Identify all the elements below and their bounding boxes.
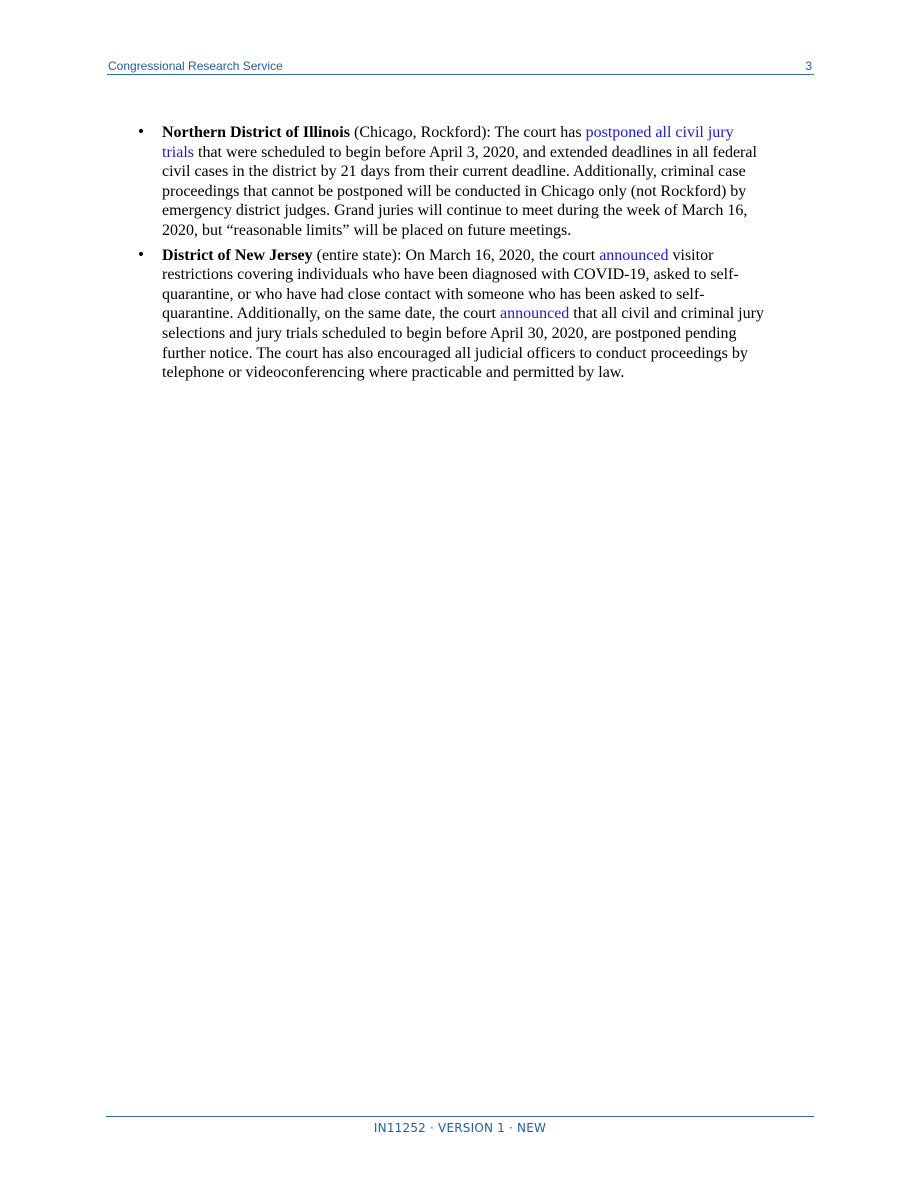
item-text: that were scheduled to begin before April 3, 2020, and extended deadlines in all federal civil cases in the district by 21 days from their current deadline. Additionally, criminal case proceedings that cannot be postponed will be conducted in Chicago only (not Rockford) by emergency district judges. Grand juries will continue to meet during the week of March 16, 2020, but “reasonable limits” will be placed on future meetings. bbox=[162, 143, 757, 239]
item-heading: Northern District of Illinois bbox=[162, 124, 350, 141]
document-body bbox=[135, 123, 765, 388]
footer-divider bbox=[106, 1116, 814, 1117]
item-heading: District of New Jersey bbox=[162, 246, 313, 264]
item-text: that all civil and criminal jury selections and jury trials scheduled to begin before April 30, 2020, are postponed pending further notice. The court has also encouraged all judicial officers to conduct proceedings by telephone or videoconferencing where practicable and permitted by law. bbox=[162, 305, 764, 382]
page-header bbox=[107, 58, 814, 75]
announced-trials-link[interactable]: announced bbox=[499, 305, 570, 323]
header-source: Congressional Research Service bbox=[108, 59, 283, 73]
item-text: visitor restrictions covering individuals who have been diagnosed with COVID-19, asked to self-quarantine, or who have had close contact with someone who has been asked to self-quarantine. Additionally, on the same date, the court bbox=[162, 246, 739, 323]
announced-visitor-link[interactable]: announced bbox=[599, 246, 669, 264]
footer-doc-id: IN11252 · VERSION 1 · NEW bbox=[373, 1121, 547, 1135]
bullet-icon: • bbox=[136, 246, 146, 263]
item-text: (Chicago, Rockford): The court has bbox=[349, 124, 586, 141]
bullet-list bbox=[135, 123, 765, 383]
page-number: 3 bbox=[805, 59, 812, 73]
bullet-icon: • bbox=[136, 124, 146, 140]
list-item-new-jersey bbox=[135, 246, 765, 383]
item-text: (entire state): On March 16, 2020, the court bbox=[312, 246, 600, 264]
list-item-illinois bbox=[135, 123, 765, 241]
postponed-trials-link[interactable]: postponed all civil jury trials bbox=[162, 124, 734, 161]
